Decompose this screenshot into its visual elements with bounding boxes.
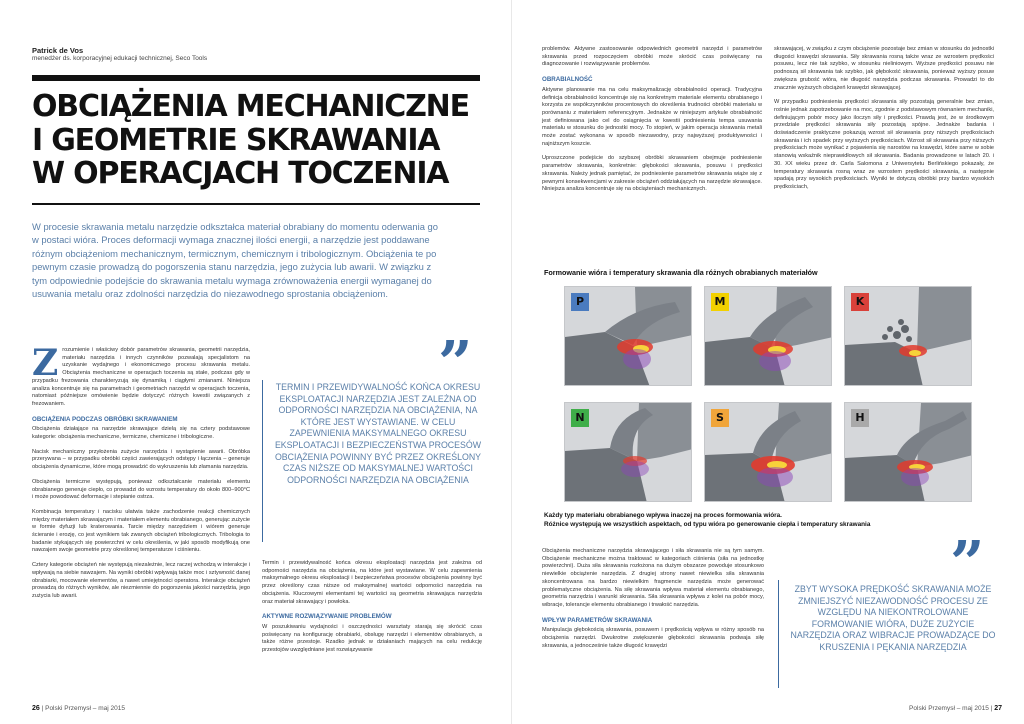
section-heading: WPŁYW PARAMETRÓW SKRAWANIA bbox=[542, 616, 653, 624]
top-rule bbox=[32, 75, 480, 81]
pull-quote: TERMIN I PRZEWIDYWALNOŚĆ KOŃCA OKRESU EKSPLOATACJI NARZĘDZIA JEST ZALEŻNA OD ODPORNOŚCI NARZĘDZIA NA OBCIĄŻENIA, NA KTÓRE JEST WYSTAWIANE. W CELU ZAPEWNIENIA MAKSYMALNEGO OKRESU EKSPLOATACJI I BEZPIECZEŃSTWA PROCESÓW OBCIĄŻENIA POWINNY BYĆ PRZEZ OKREŚLONY CZAS NIŻSZE OD MAKSYMALNEJ WARTOŚCI ODPORNOŚCI NARZĘDZIA NA OBCIĄŻENIA bbox=[274, 382, 482, 485]
title-line-3: W OPERACJACH TOCZENIA bbox=[32, 156, 449, 191]
paragraph: Aktywne planowanie ma na celu maksymalizację obrabialności operacji. Tradycyjna definicja obrabialności koncentruje się na konkretnym materiale elementu obrabianego i korzysta ze współczynników procentowych do określenia trudności obróbki materiału w porównaniu z materiałem referencyjnym. Jednakże w niniejszym artykule obrabialność jest definiowana jako cel do osiągnięcia w kwestii podniesienia tempa usuwania materiału w stosunku do jednostki mocy. To stopień, w jakim operacja skrawania metali może zostać wykonana w sposób niezawodny, przy najwyższej produktywności i najniższym koszcie. bbox=[542, 86, 762, 147]
left-column-1 bbox=[32, 342, 250, 608]
left-column-2 bbox=[262, 560, 482, 662]
figure-panel-m bbox=[704, 286, 832, 386]
figure-panel-s bbox=[704, 402, 832, 502]
paragraph: Obciążenia termiczne występują, ponieważ odkształcanie materiału elementu obrabianego generuje ciepło, co prowadzi do wzrostu temperatury do około 800–900°C i może powodować deformacje i stepianie ostrza. bbox=[32, 478, 250, 501]
section-heading: AKTYWNE ROZWIĄZYWANIE PROBLEMÓW bbox=[262, 613, 392, 621]
right-column-1 bbox=[542, 46, 762, 201]
title-rule bbox=[32, 203, 480, 205]
page-number: 26 bbox=[32, 705, 40, 712]
material-label-h: H bbox=[851, 409, 869, 427]
footer-publication: Polski Przemysł – maj 2015 bbox=[45, 705, 125, 712]
paragraph: Kombinacja temperatury i nacisku ułatwia także zachodzenie reakcji chemicznych między materiałem skrawającym i materiałem elementu obrabianego, generując zużycie w formie dyfuzji lub kraterowania. Tarcie między narzędziem i wiórem generuje ścieranie i erozję, co jest wynikiem tak zwanych obciążeń tribologicznych. Tribologia to badanie stykających się powierzchni w celu określenia, w jaki sposób modyfikują one nawzajem swoje geometrie przy określonej temperaturze i ciśnieniu. bbox=[32, 508, 250, 554]
material-label-k: K bbox=[851, 293, 869, 311]
material-label-m: M bbox=[711, 293, 729, 311]
paragraph: Obciążenia działające na narzędzie skrawające dzielą się na cztery podstawowe kategorie: obciążenia mechaniczne, termiczne, chemiczne i tribologiczne. bbox=[32, 426, 250, 441]
paragraph: Nacisk mechaniczny przyłożenia zużycie narzędzia i wystąpienie awarii. Obróbka przerywana – w przypadku obróbki części zawierających odstępy i łączenia – generuje obciążenia dynamiczne, które mogą prowadzić do wykruszenia lub złamania narzędzia. bbox=[32, 448, 250, 471]
right-column-2 bbox=[774, 46, 994, 199]
title-line-1: OBCIĄŻENIA MECHANICZNE bbox=[32, 89, 469, 124]
material-label-s: S bbox=[711, 409, 729, 427]
pull-quote: ZBYT WYSOKA PRĘDKOŚĆ SKRAWANIA MOŻE ZMNIEJSZYĆ NIEZAWODNOŚĆ PROCESU ZE WZGLĘDU NA NIEKONTROLOWANE FORMOWANIE WIÓRA, DUŻE ZUŻYCIE NARZĘDZIA ORAZ WIBRACJE PROWADZĄCE DO KRUSZENIA I PĘKANIA NARZĘDZIA bbox=[790, 584, 996, 652]
intro-paragraph: Zrozumienie i właściwy dobór parametrów skrawania, geometrii narzędzia, materiału narzędzia i innych czynników pozwalają specjalistom na uzyskanie wydajnego i ekonomicznego procesu skrawania metalu. Obciążenia mechaniczne w operacjach toczenia są stałe, podczas gdy w przypadku frezowania charakteryzują się dynamiką i ciągłymi zmianami. Niniejsza analiza koncentruje się na parametrach i geometriach narzędzi w operacjach toczenia, natomiast późniejsze omówienie będzie dotyczyć różnych kwestii związanych z frezowaniem. bbox=[32, 342, 250, 407]
section-heading: OBCIĄŻENIA PODCZAS OBRÓBKI SKRAWANIEM bbox=[32, 415, 178, 423]
footer-right: Polski Przemysł – maj 2015 | 27 bbox=[909, 705, 1002, 712]
paragraph: skrawającej, w związku z czym obciążenie pozostaje bez zmian w stosunku do jednostki długości krawędzi skrawania. Siły skrawania rosną także wraz ze wzrostem prędkości posuwu, lecz nie tak szybko, w stosunku nieliniowym. Wyższe prędkości posuwu nie podnoszą sił skrawania tak szybko, jak głębokość skrawania, ponieważ wyższy posuw zwiększa grubość wióra, nie długość narzędzia podczas skrawania. Prowadzi to do znacznie wyższych obciążeń krawędzi skrawającej. bbox=[774, 46, 994, 91]
paragraph: problemów. Aktywne zastosowanie odpowiednich geometrii narzędzi i parametrów skrawania przed rozpoczęciem obróbki może skrócić czas poświęcany na diagnozowanie i rozwiązywanie problemów. bbox=[542, 46, 762, 68]
footer-publication: Polski Przemysł – maj 2015 bbox=[909, 705, 989, 712]
material-label-n: N bbox=[571, 409, 589, 427]
footer-left: 26 | Polski Przemysł – maj 2015 bbox=[32, 705, 125, 712]
title-line-2: I GEOMETRIE SKRAWANIA bbox=[32, 122, 440, 158]
figure-panel-h bbox=[844, 402, 972, 502]
article-title bbox=[32, 90, 482, 191]
page-number: 27 bbox=[994, 705, 1002, 712]
right-column-3 bbox=[542, 548, 764, 657]
paragraph: Cztery kategorie obciążeń nie występują niezależnie, lecz raczej wchodzą w interakcje i wpływają na siebie nawzajem. Na wyniki obróbki wpływają także moc i sztywność danej obrabiarki, mocowanie elementów, a nawet umiejętności operatora. Interakcje obciążeń prowadzą do różnych wyników, ale niezmiennie do pogorszenia jakości narzędzia, jego zużycia lub awarii. bbox=[32, 562, 250, 599]
caption-line-2: Różnice występują we wszystkich aspektach, od typu wióra po generowanie ciepła i temperatury skrawania bbox=[544, 520, 871, 528]
paragraph: Obciążenia mechaniczne narzędzia skrawającego i siła skrawania nie są tym samym. Obciążenie mechaniczne można traktować w kategoriach ciśnienia (siła na jednostkę powierzchni). Duża siła skrawania rozłożona na dużym obszarze powoduje stosunkowo niewielkie obciążenie narzędzia. Z drugiej strony nawet niewielka siła skrawania skoncentrowana na bardzo niewielkim fragmencie narzędzia może generować problematyczne obciążenia. Na siłę skrawania wpływa materiał elementu obrabianego, geometria narzędzia i warunki skrawania. Siła skrawania wpływa z kolei na pobór mocy, wibracje, tolerancje elementu obrabianego i trwałość narzędzia. bbox=[542, 548, 764, 608]
pullquote-rule bbox=[262, 380, 263, 542]
right-page bbox=[512, 0, 1024, 724]
pullquote-rule bbox=[778, 580, 779, 688]
paragraph: Uproszczone podejście do szybszej obróbki skrawaniem obejmuje podniesienie parametrów skrawania, konkretnie: głębokości skrawania, posuwu i prędkości skrawania. Należy jednak pamiętać, że podniesienie parametrów skrawania wiąże się z pewnymi konsekwencjami w zakresie obciążeń oddziałujących na narzędzie skrawające. Niniejsza analiza koncentruje się na obciążeniach mechanicznych. bbox=[542, 155, 762, 193]
lead-paragraph: W procesie skrawania metalu narzędzie odkształca materiał obrabiany do momentu oderwania go w postaci wióra. Proces deformacji wymaga znacznej ilości energii, a narzędzie jest poddawane różnym obciążeniom mechanicznym, termicznym, chemicznym i tribologicznym. Obciążenia te po pewnym czasie prowadzą do pogorszenia stanu narzędzia, jego zużycia lub awarii. W związku z tym odpowiednie podejście do skrawania metalu wymaga zrównoważenia energii wymaganej do usuwania metalu oraz zdolności narzędzia do niezawodnego sprostania obciążeniom. bbox=[32, 221, 438, 300]
paragraph: Termin i przewidywalność końca okresu eksploatacji narzędzia jest zależna od odporności narzędzia na obciążenia, na które jest wystawiane. W celu zapewnienia maksymalnego okresu eksploatacji i bezpieczeństwa procesów obciążenia powinny być przez określony czas niższe od maksymalnej wartości odporności narzędzia na obciążenia. Kluczowymi elementami tej wartości są geometria skrawająca narzędzia oraz materiał skrawający i powłoka. bbox=[262, 560, 482, 605]
figure-panel-n bbox=[564, 402, 692, 502]
material-label-p: P bbox=[571, 293, 589, 311]
paragraph: W przypadku podniesienia prędkości skrawania siły pozostają generalnie bez zmian, rośnie jednak zapotrzebowanie na moc, zgodnie z podstawowym równaniem mechaniki, definiującym pobór mocy jako iloczyn siły i prędkości. Prawdą jest, że w środkowym przedziale prędkości skrawania siły pozostają spójne. Jednakże badania i doświadczenie praktyczne pokazują wzrost sił skrawania przy niższych prędkościach skrawania i ich spadek przy wyższych prędkościach. Wzrost sił skrawania przy niższych prędkościach może wynikać z pojawienia się narostów na krawędzi, które same w sobie stanowią wskaźnik nieprawidłowych sił skrawania. Badania prowadzone w latach 20. i 30. XX wieku przez dr. Carla Salomona z Uniwersytetu Berlińskiego pokazały, że temperatury skrawania rosną wraz ze wzrostem prędkości skrawania, a następnie spadają przy wysokich prędkościach. Wyniki te dotyczą obróbki przy bardzo wysokich prędkościach, bbox=[774, 99, 994, 190]
quote-mark-icon: ” bbox=[438, 329, 473, 399]
caption-line-1: Każdy typ materiału obrabianego wpływa inaczej na proces formowania wióra. bbox=[544, 512, 782, 519]
dropcap: Z bbox=[32, 342, 59, 384]
figure-grid bbox=[564, 286, 984, 506]
figure-panel-k bbox=[844, 286, 972, 386]
quote-mark-icon: ” bbox=[950, 529, 985, 599]
paragraph: W poszukiwaniu wydajności i oszczędności warsztaty starają się skrócić czas poświęcany na konfigurację obrabiarki, obsługę narzędzi i elementów obrabianych, a także różne przestoje. Rzadko jednak w działaniach mających na celu redukcję przestojów uwzględniane jest rozwiązywanie bbox=[262, 623, 482, 654]
section-heading: OBRABIALNOŚĆ bbox=[542, 76, 593, 84]
author-role: menedżer ds. korporacyjnej edukacji technicznej, Seco Tools bbox=[32, 55, 208, 62]
figure-title: Formowanie wióra i temperatury skrawania dla różnych obrabianych materiałów bbox=[544, 268, 818, 277]
figure-panel-p bbox=[564, 286, 692, 386]
paragraph: Manipulacja głębokością skrawania, posuwem i prędkością wpływa w różny sposób na obciążenia narzędzi. Dwukrotne zwiększenie głębokości skrawania podwaja siłę skrawania, a jednocześnie także długość krawędzi bbox=[542, 627, 764, 649]
author-name: Patrick de Vos bbox=[32, 46, 84, 55]
figure-caption bbox=[544, 512, 870, 529]
